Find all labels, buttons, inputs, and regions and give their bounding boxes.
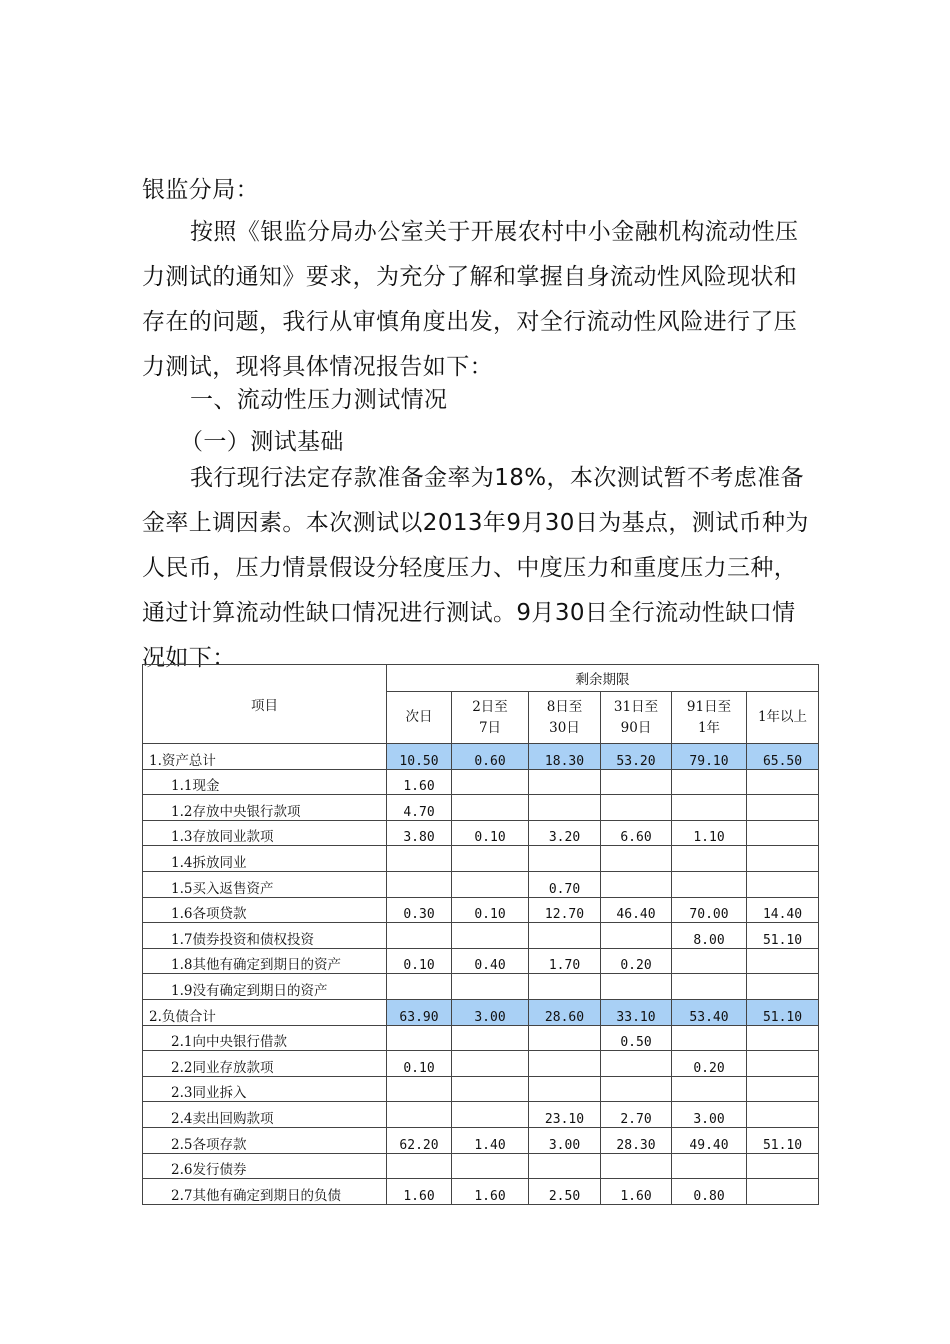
value-cell bbox=[452, 1025, 529, 1051]
row-label: 2.负债合计 bbox=[143, 999, 387, 1025]
value-cell: 53.20 bbox=[601, 744, 672, 770]
value-cell bbox=[747, 948, 819, 974]
row-label: 2.4卖出回购款项 bbox=[143, 1102, 387, 1128]
value-cell: 8.00 bbox=[672, 923, 747, 949]
value-cell: 0.10 bbox=[452, 897, 529, 923]
value-cell bbox=[387, 1153, 452, 1179]
value-cell bbox=[452, 846, 529, 872]
intro-paragraph: 按照《银监分局办公室关于开展农村中小金融机构流动性压力测试的通知》要求，为充分了解和掌握自身流动性风险现状和存在的问题，我行从审慎角度出发，对全行流动性风险进行了压力测试，现将具体情况报告如下： bbox=[142, 219, 799, 380]
value-cell: 1.60 bbox=[452, 1179, 529, 1205]
value-cell bbox=[747, 1051, 819, 1077]
table-row bbox=[143, 974, 819, 1000]
value-cell bbox=[747, 1076, 819, 1102]
value-cell bbox=[747, 974, 819, 1000]
value-cell: 62.20 bbox=[387, 1127, 452, 1153]
value-cell: 3.00 bbox=[672, 1102, 747, 1128]
value-cell bbox=[601, 846, 672, 872]
value-cell: 1.40 bbox=[452, 1127, 529, 1153]
maturity-column-header: 次日 bbox=[387, 692, 452, 744]
value-cell: 1.60 bbox=[601, 1179, 672, 1205]
row-label: 1.8其他有确定到期日的资产 bbox=[143, 948, 387, 974]
value-cell: 1.10 bbox=[672, 820, 747, 846]
value-cell: 10.50 bbox=[387, 744, 452, 770]
value-cell: 23.10 bbox=[529, 1102, 601, 1128]
value-cell bbox=[529, 1153, 601, 1179]
value-cell bbox=[529, 1025, 601, 1051]
value-cell bbox=[747, 846, 819, 872]
table-row bbox=[143, 769, 819, 795]
value-cell bbox=[672, 769, 747, 795]
value-cell bbox=[601, 974, 672, 1000]
value-cell bbox=[672, 1025, 747, 1051]
maturity-column-header: 31日至 90日 bbox=[601, 692, 672, 744]
basis-paragraph: 我行现行法定存款准备金率为18%，本次测试暂不考虑准备金率上调因素。本次测试以2013年9月30日为基点，测试币种为人民币，压力情景假设分轻度压力、中度压力和重度压力三种，通过计算流动性缺口情况进行测试。9月30日全行流动性缺口情况如下： bbox=[142, 465, 809, 671]
row-label: 1.1现金 bbox=[143, 769, 387, 795]
value-cell: 28.60 bbox=[529, 999, 601, 1025]
row-label: 1.资产总计 bbox=[143, 744, 387, 770]
value-cell bbox=[529, 769, 601, 795]
row-label: 1.6各项贷款 bbox=[143, 897, 387, 923]
value-cell bbox=[529, 923, 601, 949]
value-cell: 14.40 bbox=[747, 897, 819, 923]
value-cell: 0.80 bbox=[672, 1179, 747, 1205]
table-row bbox=[143, 1102, 819, 1128]
value-cell bbox=[529, 1051, 601, 1077]
value-cell: 0.40 bbox=[452, 948, 529, 974]
value-cell bbox=[387, 1076, 452, 1102]
row-label: 2.6发行债券 bbox=[143, 1153, 387, 1179]
value-cell: 0.20 bbox=[672, 1051, 747, 1077]
row-label: 1.7债券投资和债权投资 bbox=[143, 923, 387, 949]
value-cell: 33.10 bbox=[601, 999, 672, 1025]
table-row bbox=[143, 846, 819, 872]
value-cell: 51.10 bbox=[747, 1127, 819, 1153]
value-cell bbox=[601, 1153, 672, 1179]
value-cell bbox=[387, 871, 452, 897]
value-cell bbox=[452, 1051, 529, 1077]
table-row bbox=[143, 1051, 819, 1077]
value-cell: 4.70 bbox=[387, 795, 452, 821]
value-cell: 53.40 bbox=[672, 999, 747, 1025]
row-label: 1.3存放同业款项 bbox=[143, 820, 387, 846]
value-cell bbox=[452, 1076, 529, 1102]
maturity-column-header: 2日至 7日 bbox=[452, 692, 529, 744]
value-cell: 79.10 bbox=[672, 744, 747, 770]
value-cell bbox=[529, 1076, 601, 1102]
value-cell: 65.50 bbox=[747, 744, 819, 770]
value-cell bbox=[601, 795, 672, 821]
maturity-group-header: 剩余期限 bbox=[387, 665, 819, 692]
value-cell bbox=[529, 795, 601, 821]
table-row bbox=[143, 1076, 819, 1102]
value-cell: 1.70 bbox=[529, 948, 601, 974]
value-cell: 0.50 bbox=[601, 1025, 672, 1051]
table-row bbox=[143, 795, 819, 821]
liquidity-gap-table bbox=[142, 664, 819, 1205]
table-row bbox=[143, 923, 819, 949]
value-cell: 70.00 bbox=[672, 897, 747, 923]
value-cell bbox=[387, 846, 452, 872]
value-cell: 1.60 bbox=[387, 1179, 452, 1205]
value-cell: 0.60 bbox=[452, 744, 529, 770]
value-cell bbox=[387, 1102, 452, 1128]
value-cell: 3.80 bbox=[387, 820, 452, 846]
value-cell bbox=[747, 1179, 819, 1205]
value-cell: 18.30 bbox=[529, 744, 601, 770]
value-cell bbox=[672, 795, 747, 821]
value-cell bbox=[747, 769, 819, 795]
value-cell bbox=[672, 948, 747, 974]
row-label: 1.5买入返售资产 bbox=[143, 871, 387, 897]
table-row bbox=[143, 871, 819, 897]
row-label: 1.9没有确定到期日的资产 bbox=[143, 974, 387, 1000]
value-cell: 0.30 bbox=[387, 897, 452, 923]
value-cell bbox=[529, 846, 601, 872]
row-label: 2.2同业存放款项 bbox=[143, 1051, 387, 1077]
value-cell bbox=[452, 795, 529, 821]
value-cell bbox=[747, 795, 819, 821]
value-cell: 51.10 bbox=[747, 999, 819, 1025]
value-cell bbox=[387, 974, 452, 1000]
value-cell: 3.20 bbox=[529, 820, 601, 846]
table-row bbox=[143, 1025, 819, 1051]
value-cell: 2.50 bbox=[529, 1179, 601, 1205]
value-cell bbox=[601, 1076, 672, 1102]
value-cell bbox=[747, 820, 819, 846]
value-cell bbox=[529, 974, 601, 1000]
value-cell bbox=[672, 1076, 747, 1102]
table-row bbox=[143, 897, 819, 923]
value-cell bbox=[452, 923, 529, 949]
value-cell bbox=[452, 1102, 529, 1128]
row-label: 2.3同业拆入 bbox=[143, 1076, 387, 1102]
table-row bbox=[143, 1153, 819, 1179]
value-cell bbox=[452, 1153, 529, 1179]
value-cell: 28.30 bbox=[601, 1127, 672, 1153]
value-cell bbox=[601, 769, 672, 795]
value-cell bbox=[747, 871, 819, 897]
row-label: 2.7其他有确定到期日的负债 bbox=[143, 1179, 387, 1205]
value-cell: 3.00 bbox=[529, 1127, 601, 1153]
maturity-column-header: 91日至 1年 bbox=[672, 692, 747, 744]
maturity-column-header: 8日至 30日 bbox=[529, 692, 601, 744]
value-cell bbox=[672, 846, 747, 872]
value-cell bbox=[747, 1102, 819, 1128]
value-cell bbox=[601, 871, 672, 897]
section-heading: 一、流动性压力测试情况 bbox=[190, 387, 448, 413]
item-column-header: 项目 bbox=[143, 665, 387, 744]
maturity-column-header: 1年以上 bbox=[747, 692, 819, 744]
value-cell: 63.90 bbox=[387, 999, 452, 1025]
value-cell bbox=[387, 923, 452, 949]
value-cell bbox=[672, 1153, 747, 1179]
table-row bbox=[143, 948, 819, 974]
value-cell bbox=[601, 923, 672, 949]
salutation: 银监分局： bbox=[142, 177, 259, 203]
value-cell: 51.10 bbox=[747, 923, 819, 949]
table-row bbox=[143, 1179, 819, 1205]
value-cell bbox=[452, 974, 529, 1000]
value-cell: 0.10 bbox=[387, 1051, 452, 1077]
value-cell bbox=[747, 1025, 819, 1051]
value-cell: 0.70 bbox=[529, 871, 601, 897]
value-cell: 3.00 bbox=[452, 999, 529, 1025]
table-total-row bbox=[143, 999, 819, 1025]
value-cell: 6.60 bbox=[601, 820, 672, 846]
value-cell: 0.20 bbox=[601, 948, 672, 974]
row-label: 1.4拆放同业 bbox=[143, 846, 387, 872]
value-cell: 2.70 bbox=[601, 1102, 672, 1128]
table-row bbox=[143, 820, 819, 846]
subsection-heading: （一）测试基础 bbox=[180, 429, 344, 455]
value-cell: 46.40 bbox=[601, 897, 672, 923]
row-label: 2.5各项存款 bbox=[143, 1127, 387, 1153]
value-cell bbox=[452, 769, 529, 795]
value-cell: 0.10 bbox=[452, 820, 529, 846]
value-cell bbox=[452, 871, 529, 897]
value-cell bbox=[601, 1051, 672, 1077]
value-cell: 12.70 bbox=[529, 897, 601, 923]
value-cell bbox=[747, 1153, 819, 1179]
value-cell: 0.10 bbox=[387, 948, 452, 974]
value-cell: 1.60 bbox=[387, 769, 452, 795]
table-total-row bbox=[143, 744, 819, 770]
value-cell bbox=[672, 974, 747, 1000]
row-label: 2.1向中央银行借款 bbox=[143, 1025, 387, 1051]
value-cell bbox=[672, 871, 747, 897]
table-row bbox=[143, 1127, 819, 1153]
row-label: 1.2存放中央银行款项 bbox=[143, 795, 387, 821]
value-cell: 49.40 bbox=[672, 1127, 747, 1153]
value-cell bbox=[387, 1025, 452, 1051]
